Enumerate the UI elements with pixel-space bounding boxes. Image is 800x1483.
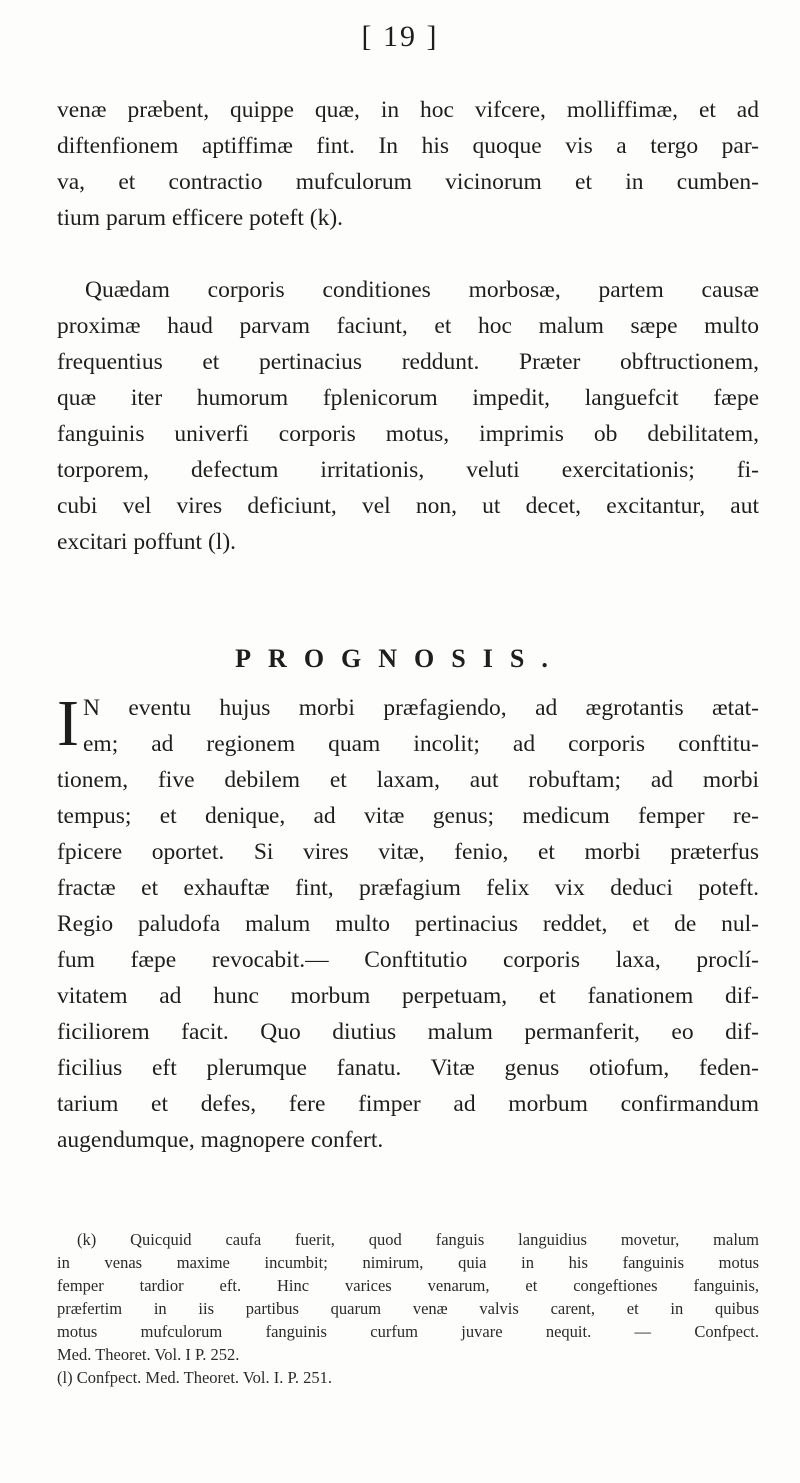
text-line: frequentius et pertinacius reddunt. Præter obftructionem, (57, 349, 759, 375)
drop-cap: I (57, 687, 79, 760)
text-line: Quædam corporis conditiones morbosæ, partem causæ (85, 277, 759, 303)
footnotes (57, 1228, 759, 1389)
footnote-line: in venas maxime incumbit; nimirum, quia in his fanguinis motus (57, 1253, 759, 1272)
text-line: tium parum efficere poteft (k). (57, 205, 344, 231)
footnote-line: (l) Confpect. Med. Theoret. Vol. I. P. 251. (57, 1368, 332, 1387)
section-heading: PROGNOSIS. (235, 644, 565, 673)
paragraph-prognosis (57, 687, 759, 1158)
text-line: augendumque, magnopere confert. (57, 1127, 384, 1153)
footnote-line: Med. Theoret. Vol. I P. 252. (57, 1345, 240, 1364)
footnote-line: femper tardior eft. Hinc varices venarum, et congeftiones fanguinis, (57, 1276, 759, 1295)
footnote-line: (k) Quicquid caufa fuerit, quod fanguis languidius movetur, malum (77, 1230, 759, 1249)
text-line: tionem, five debilem et laxam, aut robuftam; ad morbi (57, 767, 759, 793)
text-line: proximæ haud parvam faciunt, et hoc malum sæpe multo (57, 313, 759, 339)
footnote-line: motus mufculorum fanguinis curfum juvare nequit. — Confpect. (57, 1322, 759, 1341)
paragraph-venae (57, 92, 759, 236)
text-line: fractæ et exhauftæ fint, præfagium felix vix deduci poteft. (57, 875, 759, 901)
text-line: fum fæpe revocabit.— Conftitutio corporis laxa, proclí- (57, 947, 759, 973)
text-line: diftenfionem aptiffimæ fint. In his quoque vis a tergo par- (57, 133, 759, 159)
text-line: vitatem ad hunc morbum perpetuam, et fanationem dif- (57, 983, 759, 1009)
page-number: [ 19 ] (361, 20, 439, 53)
text-line: venæ præbent, quippe quæ, in hoc vifcere, molliffimæ, et ad (57, 97, 759, 123)
text-line: fpicere oportet. Si vires vitæ, fenio, et morbi præterfus (57, 839, 759, 865)
text-line: tarium et defes, fere fimper ad morbum confirmandum (57, 1091, 759, 1117)
text-line: cubi vel vires deficiunt, vel non, ut decet, excitantur, aut (57, 493, 759, 519)
text-line: N eventu hujus morbi præfagiendo, ad ægrotantis ætat- (82, 695, 759, 721)
text-line: torporem, defectum irritationis, veluti exercitationis; fi- (57, 457, 759, 483)
text-line: fanguinis univerfi corporis motus, imprimis ob debilitatem, (57, 421, 759, 447)
footnote-line: præfertim in iis partibus quarum venæ valvis carent, et in quibus (57, 1299, 759, 1318)
text-line: ficiliorem facit. Quo diutius malum permanferit, eo dif- (57, 1019, 759, 1045)
text-line: tempus; et denique, ad vitæ genus; medicum femper re- (57, 803, 759, 829)
text-line: quæ iter humorum fplenicorum impedit, languefcit fæpe (57, 385, 759, 411)
text-line: va, et contractio mufculorum vicinorum et in cumben- (57, 169, 759, 195)
text-line: em; ad regionem quam incolit; ad corporis conftitu- (82, 731, 759, 757)
text-line: excitari poffunt (l). (57, 529, 237, 555)
text-line: ficilius eft plerumque fanatu. Vitæ genus otiofum, feden- (57, 1055, 759, 1081)
text-line: Regio paludofa malum multo pertinacius reddet, et de nul- (57, 911, 759, 937)
paragraph-conditiones (57, 272, 759, 560)
